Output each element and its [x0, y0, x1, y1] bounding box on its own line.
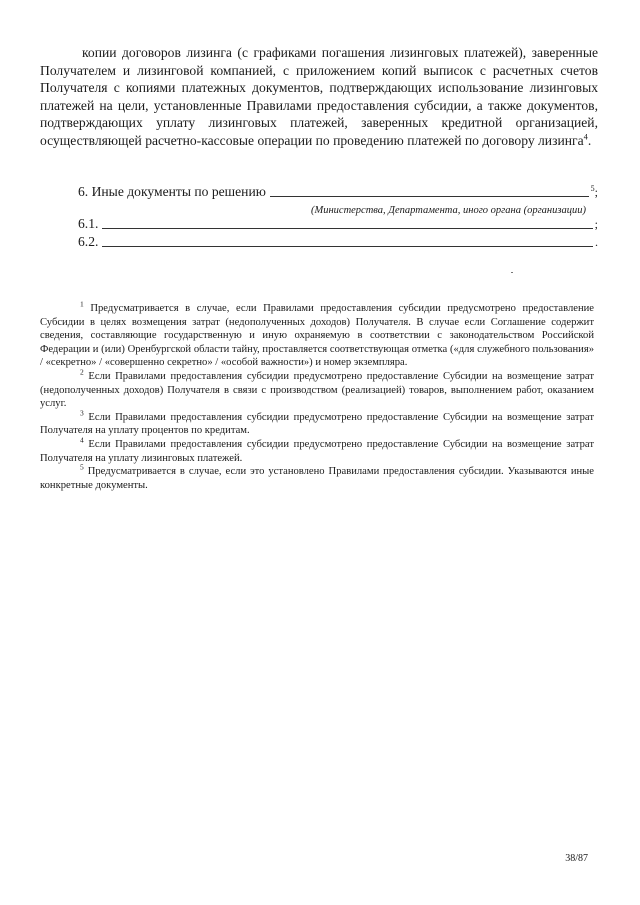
item-6-end	[589, 184, 598, 200]
item-6-caption: (Министерства, Департамента, иного органа (организации)	[310, 205, 586, 216]
footnote-2	[40, 367, 594, 411]
footnote-ref-5: 5	[590, 184, 595, 193]
item-6-label: 6. Иные документы по решению	[78, 184, 266, 199]
item-6-blank	[270, 184, 589, 197]
footnote-ref-4: 4	[583, 131, 588, 142]
main-paragraph	[40, 44, 598, 150]
footnote-text: Предусматривается в случае, если это установлено Правилами предоставления субсидии. Указываются иные конкретные документы.	[40, 466, 594, 491]
footnote-mark: 2	[80, 367, 84, 377]
footnote-text: Если Правилами предоставления субсидии предусмотрено предоставление Субсидии на возмещение затрат (недополученных доходов) Получателя в связи с производством (реализацией) товаров, выполнением работ, оказанием услуг.	[40, 370, 594, 410]
item-6-1-end: ;	[594, 217, 598, 231]
item-6-1-line	[78, 214, 598, 232]
item-6-2-line	[78, 232, 598, 250]
footnote-text: Если Правилами предоставления субсидии предусмотрено предоставление Субсидии на возмещение затрат Получателя на уплату лизинговых платежей.	[40, 438, 594, 464]
footnote-3	[40, 408, 594, 438]
scan-speck	[511, 272, 513, 273]
item-6-line	[78, 182, 598, 200]
item-6-semicolon: ;	[594, 185, 598, 199]
footnote-mark: 1	[80, 299, 84, 309]
footnote-text: Предусматривается в случае, если Правилами предоставления субсидии предусмотрено предоставление Субсидии в целях возмещения затрат (недополученных доходов) Получателя. В случае если Соглашение содержит сведения, составляющие государственную и иную охраняемую в соответствии с законодательством Российской Федерации и (или) Оренбургской области тайну, проставляется соответствующая отметка («для служебного пользования» / «секретно» / «совершенно секретно» / «особой важности») и номер экземпляра.	[40, 303, 594, 369]
page-number: 38/87	[565, 853, 588, 864]
footnote-1	[40, 299, 594, 370]
footnote-text: Если Правилами предоставления субсидии предусмотрено предоставление Субсидии на возмещение затрат Получателя на уплату процентов по кредитам.	[40, 411, 594, 437]
footnote-mark: 4	[80, 435, 84, 445]
main-paragraph-end: .	[587, 132, 592, 148]
item-6-1-blank	[102, 216, 592, 229]
footnote-4	[40, 435, 594, 465]
item-6-2-blank	[102, 234, 593, 247]
footnote-mark: 3	[80, 408, 84, 418]
footnotes-section	[40, 299, 594, 492]
footnote-mark: 5	[80, 462, 84, 472]
item-6-1-label: 6.1.	[78, 216, 99, 231]
item-6-2-end: .	[595, 235, 598, 249]
main-paragraph-text: копии договоров лизинга (с графиками погашения лизинговых платежей), заверенные Получателем и лизинговой компанией, с приложением копий выписок с расчетных счетов Получателя с копиями платежных документов, подтверждающих использование лизинговых платежей на цели, установленные Правилами предоставления субсидии, а также документов, подтверждающих уплату лизинговых платежей, заверенных кредитной организацией, осуществляющей расчетно-кассовые операции по проведению платежей по договору лизинга	[40, 45, 598, 148]
item-6-2-label: 6.2.	[78, 234, 99, 249]
footnote-5	[40, 462, 594, 492]
